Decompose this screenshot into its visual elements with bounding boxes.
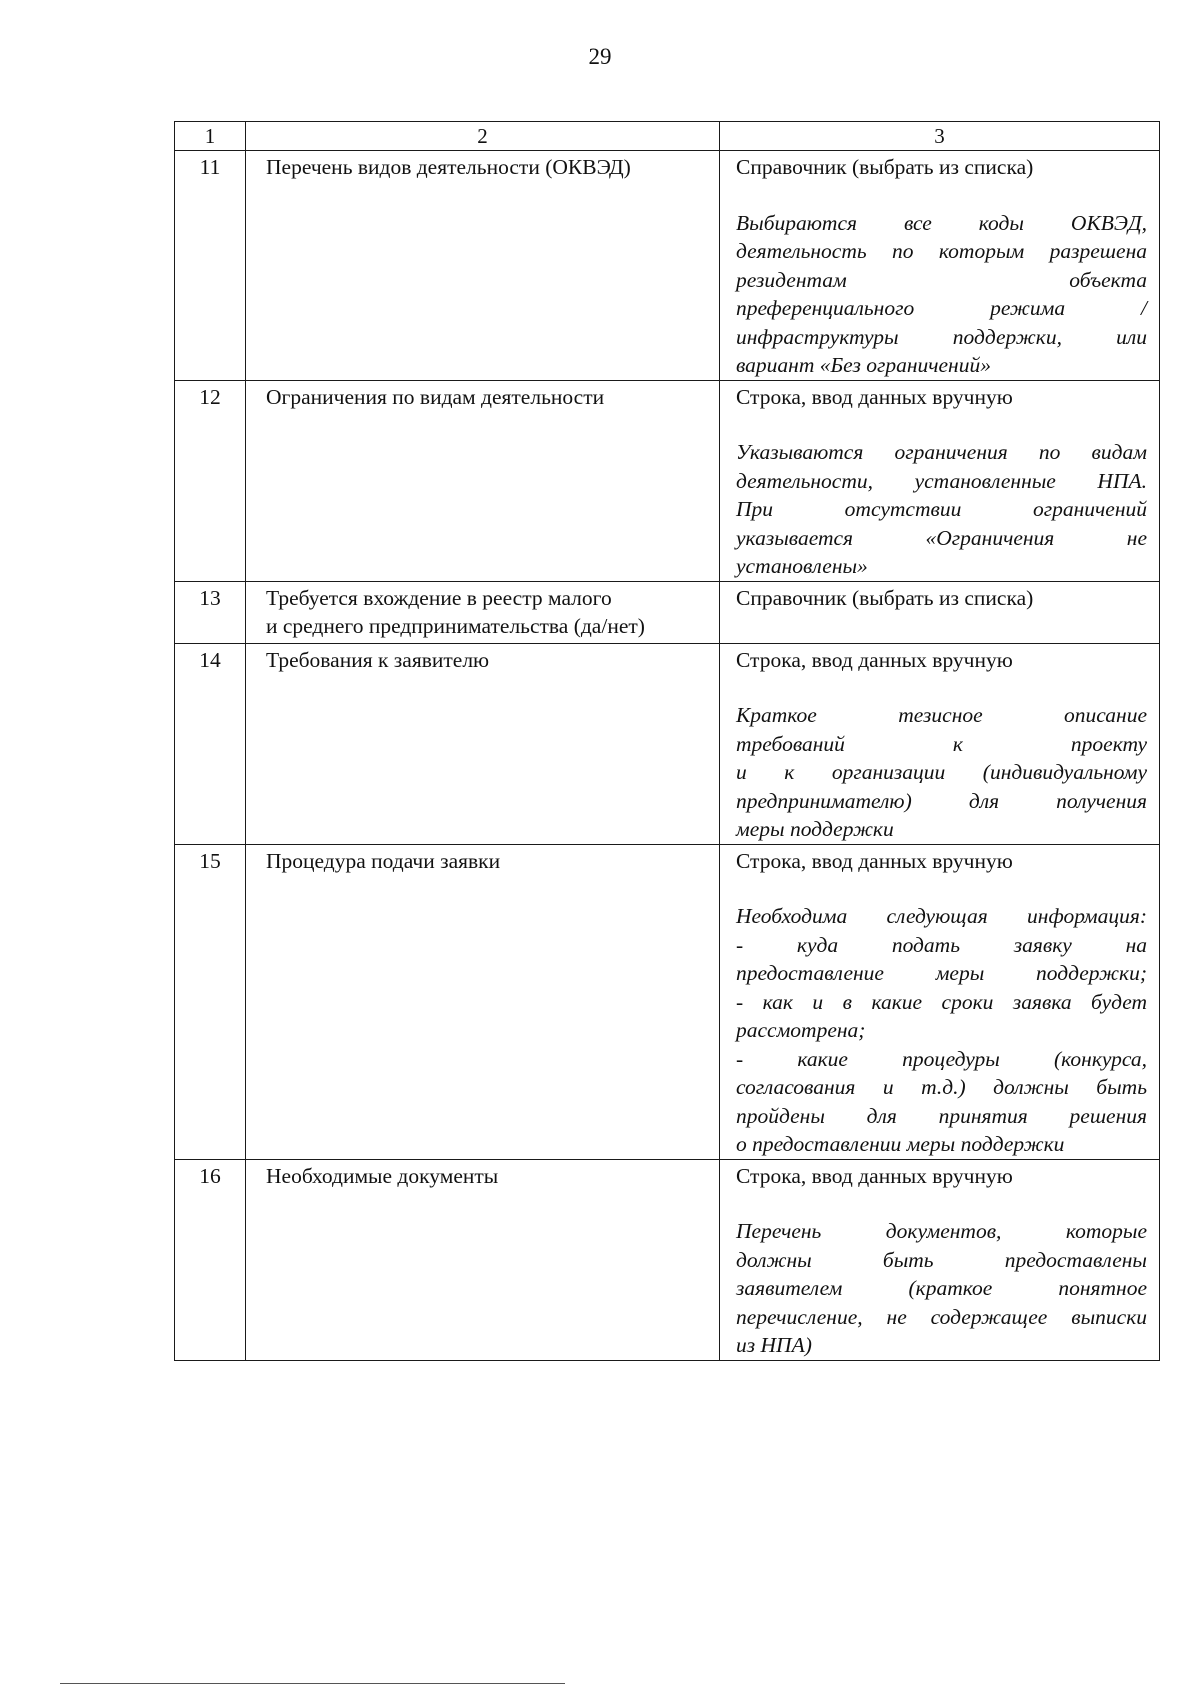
field-name-cell [246,581,720,643]
field-note-line: Выбираются все коды ОКВЭД, [736,210,1147,235]
field-note-line: деятельности, установленные НПА. [736,468,1147,493]
field-note-line: - как и в какие сроки заявка будет [736,989,1147,1014]
row-number-cell [175,844,246,1159]
field-input-type: Справочник (выбрать из списка) [736,155,1034,179]
field-note-line: установлены» [736,554,868,578]
field-note-line: предпринимателю) для получения [736,788,1147,813]
table-row [175,380,1160,581]
field-note-line: из НПА) [736,1333,812,1357]
field-note-line: Необходима следующая информация: [736,904,1147,928]
header-cell-1: 1 [175,122,246,151]
field-name-line: Перечень видов деятельности (ОКВЭД) [266,155,631,179]
table-row [175,151,1160,381]
field-name-cell [246,1159,720,1360]
field-input-type: Справочник (выбрать из списка) [736,585,1034,610]
row-number-cell [175,643,246,844]
bottom-rule [60,1683,565,1684]
field-type-cell [720,151,1160,381]
table-row [175,581,1160,643]
field-note-line: о предоставлении меры поддержки [736,1132,1065,1156]
field-name-cell [246,151,720,381]
field-type-cell [720,844,1160,1159]
field-type-cell [720,380,1160,581]
row-number-cell [175,1159,246,1360]
row-number: 11 [199,155,221,179]
field-note-line: Перечень документов, которые [736,1219,1147,1243]
row-number: 12 [199,384,221,409]
field-note-line: должны быть предоставлены [736,1247,1147,1272]
field-note-line: Краткое тезисное описание [736,703,1147,727]
field-note-line: - какие процедуры (конкурса, [736,1046,1147,1071]
field-input-type: Строка, ввод данных вручную [736,384,1013,409]
field-name-line: Необходимые документы [266,1163,499,1188]
field-notes [720,1217,1159,1360]
row-number-cell [175,151,246,381]
row-number: 16 [199,1163,221,1188]
field-notes [720,902,1159,1159]
field-notes [720,438,1159,581]
table-row [175,1159,1160,1360]
field-type-cell [720,581,1160,643]
field-note-line: меры поддержки [736,817,894,841]
field-note-line: указывается «Ограничения не [736,525,1147,550]
field-note-line: - куда подать заявку на [736,932,1147,957]
row-number-cell [175,380,246,581]
table-row [175,643,1160,844]
field-type-cell [720,643,1160,844]
field-input-type: Строка, ввод данных вручную [736,848,1013,873]
field-name-line: Требуется вхождение в реестр малого [266,585,612,610]
field-note-line: согласования и т.д.) должны быть [736,1075,1147,1099]
field-name-line: Требования к заявителю [266,647,490,672]
field-notes [720,701,1159,844]
field-note-line: рассмотрена; [736,1018,866,1042]
field-input-type: Строка, ввод данных вручную [736,647,1013,672]
row-number: 15 [199,848,221,873]
field-notes [720,209,1159,380]
page-number: 29 [588,44,612,69]
field-note-line: заявителем (краткое понятное [736,1276,1147,1300]
row-number: 13 [199,585,221,610]
field-note-line: перечисление, не содержащее выписки [736,1304,1147,1329]
field-name-line: Процедура подачи заявки [266,848,501,873]
field-note-line: предоставление меры поддержки; [736,961,1147,985]
field-note-line: и к организации (индивидуальному [736,760,1147,784]
field-note-line: требований к проекту [736,731,1147,756]
field-type-cell [720,1159,1160,1360]
field-note-line: Указываются ограничения по видам [736,440,1147,464]
table-row [175,844,1160,1159]
field-note-line: инфраструктуры поддержки, или [736,324,1147,349]
field-name-line: Ограничения по видам деятельности [266,384,605,409]
field-note-line: вариант «Без ограничений» [736,353,991,377]
row-number-cell [175,581,246,643]
field-note-line: преференциального режима / [736,296,1147,320]
header-cell-2: 2 [246,122,720,151]
table-body [175,122,1160,1361]
field-name-cell [246,844,720,1159]
field-note-line: деятельность по которым разрешена [736,239,1147,263]
specification-table [174,121,1160,1361]
field-note-line: резидентам объекта [736,267,1147,292]
header-cell-3: 3 [720,122,1160,151]
field-input-type: Строка, ввод данных вручную [736,1163,1013,1188]
field-name-line: и среднего предпринимательства (да/нет) [266,614,645,638]
table-header-row [175,122,1160,151]
field-name-cell [246,643,720,844]
field-note-line: пройдены для принятия решения [736,1103,1147,1128]
row-number: 14 [199,647,221,672]
field-note-line: При отсутствии ограничений [736,497,1147,521]
field-name-cell [246,380,720,581]
